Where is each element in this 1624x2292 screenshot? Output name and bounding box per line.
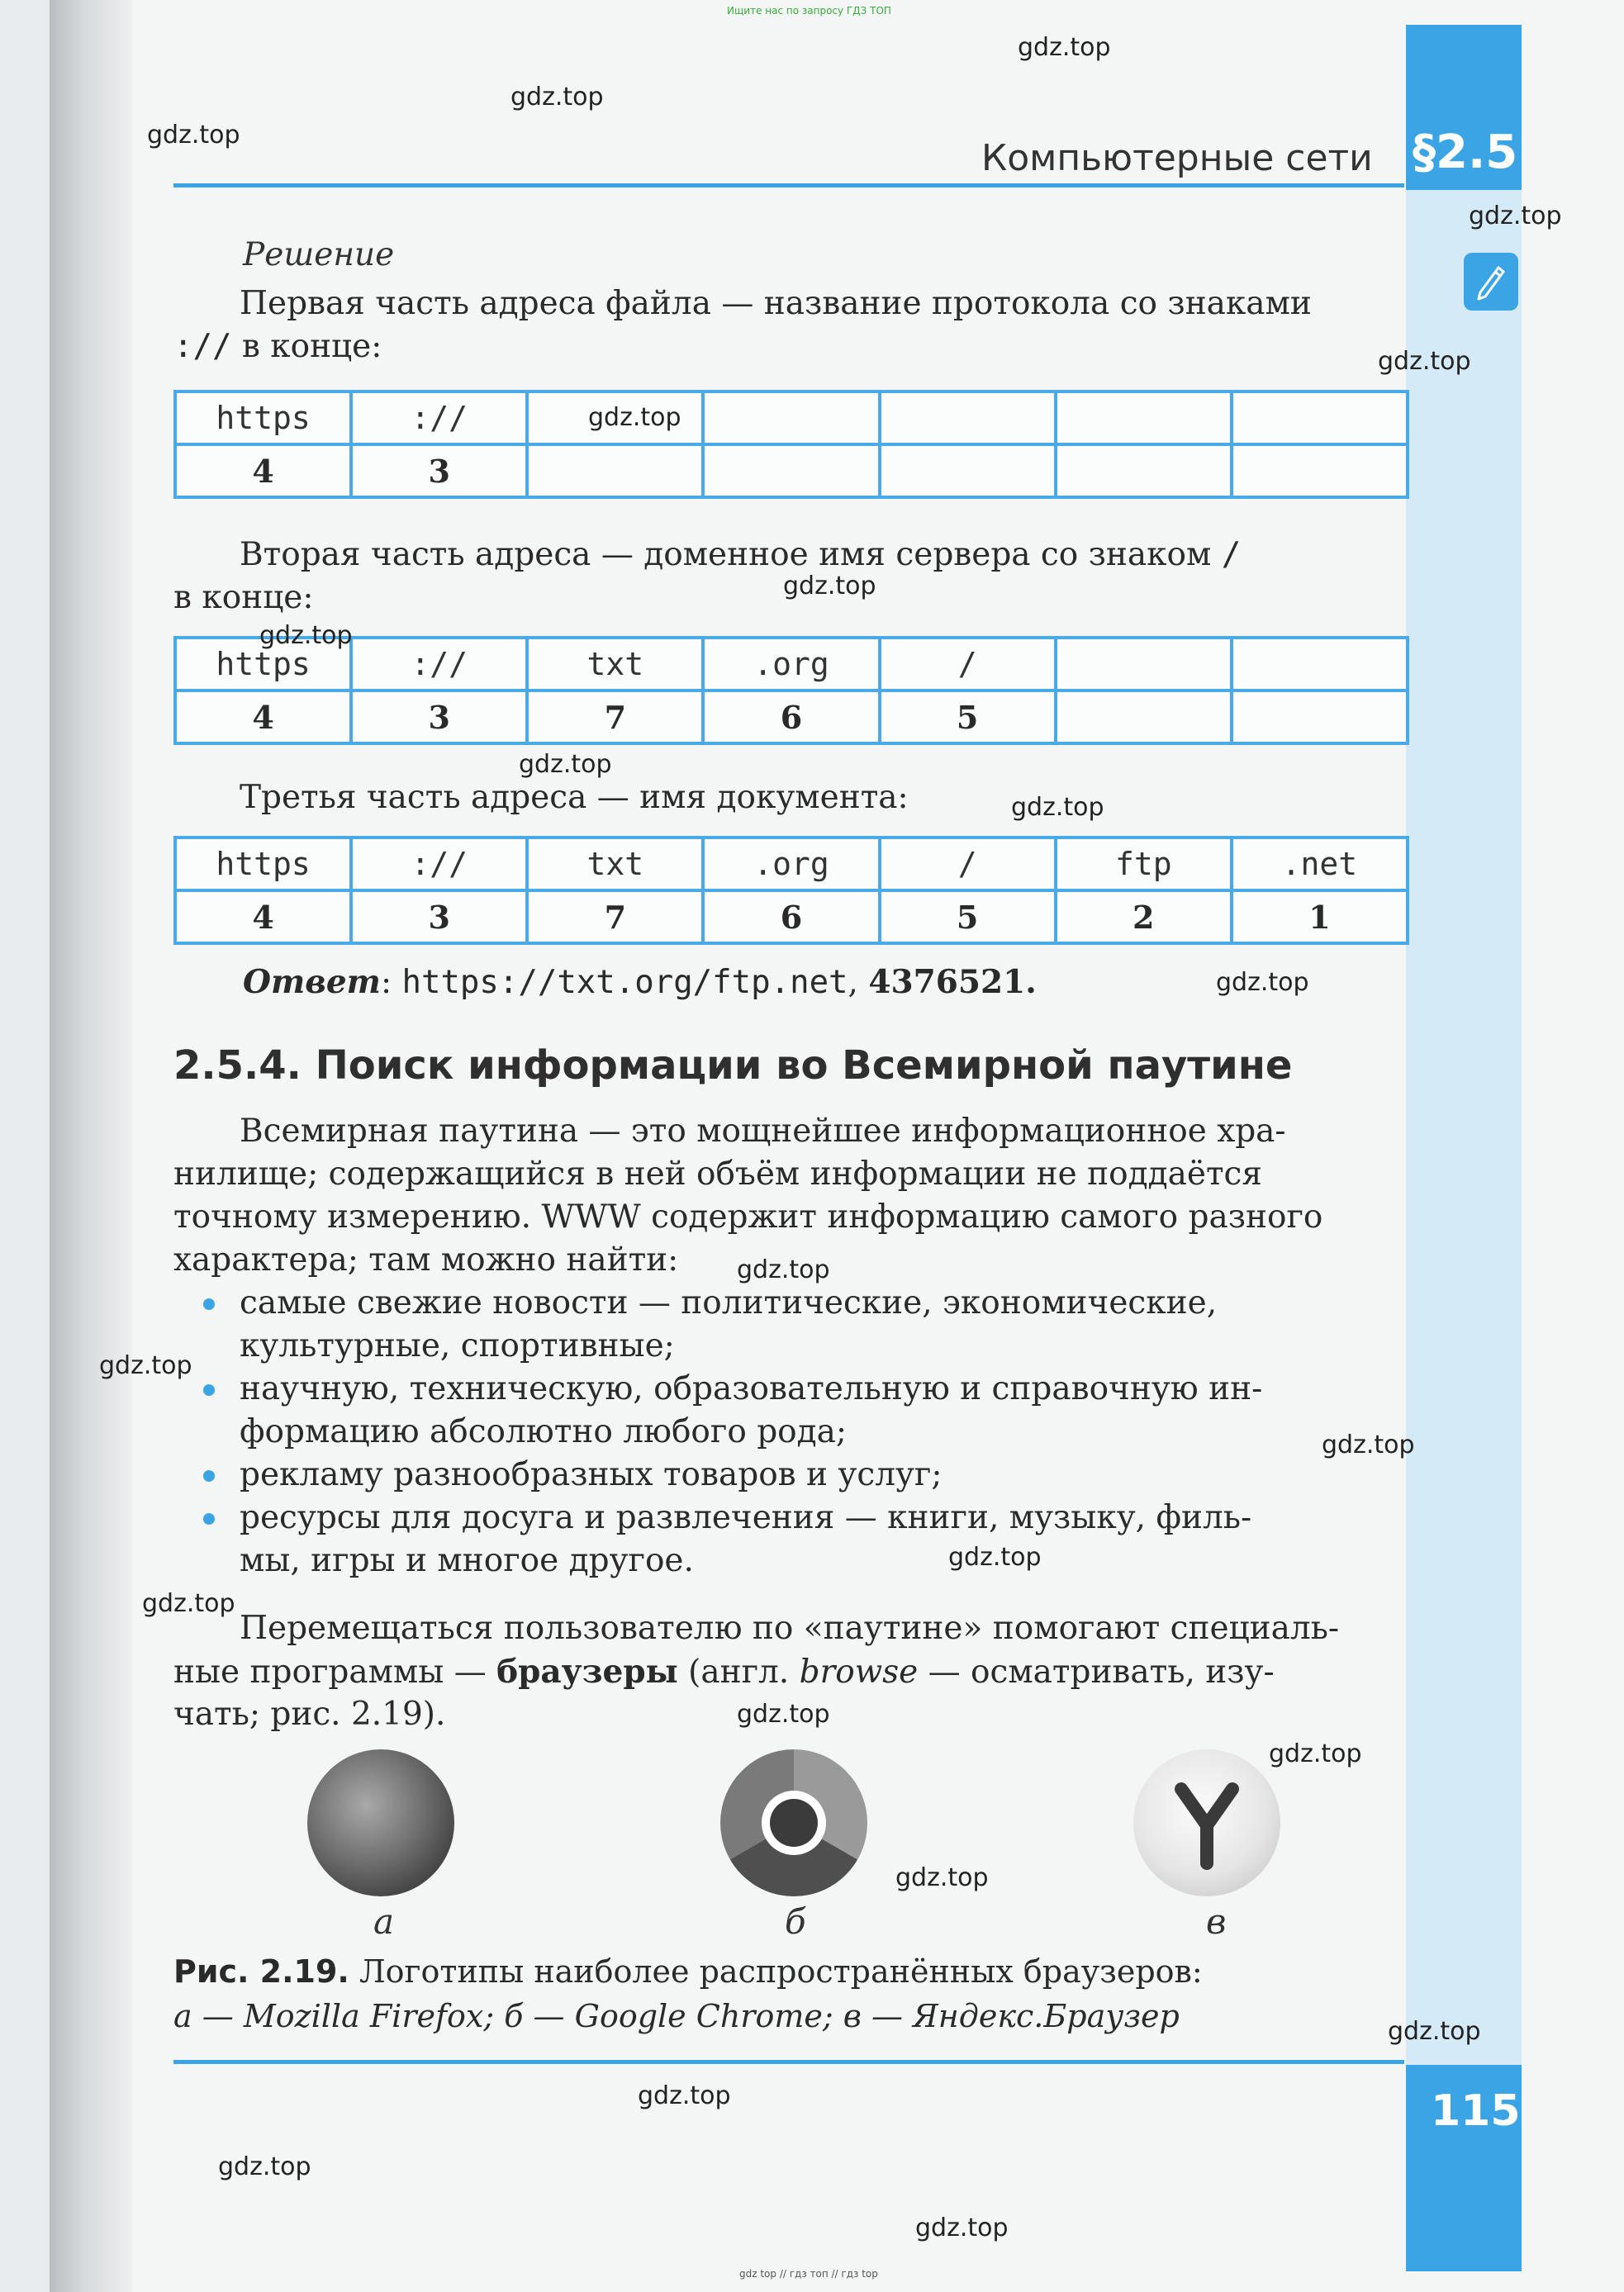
- bottom-ad-text: gdz top // гдз топ // гдз top: [739, 2268, 878, 2280]
- chrome-logo-icon: [720, 1749, 867, 1896]
- table-cell: [1056, 444, 1232, 497]
- table-cell: [1056, 690, 1232, 743]
- table-cell: https: [175, 638, 351, 690]
- text-run: ные программы —: [173, 1654, 487, 1691]
- step2-line1: [240, 534, 1241, 577]
- figure-caption: [173, 1949, 1203, 2038]
- table-cell: 7: [527, 890, 703, 943]
- table-cell: txt: [527, 638, 703, 690]
- watermark: gdz.top: [519, 750, 612, 779]
- page-number: 115: [1431, 2086, 1521, 2136]
- watermark: gdz.top: [1216, 968, 1309, 997]
- text-run: (англ.: [688, 1654, 790, 1691]
- watermark: gdz.top: [1269, 1739, 1362, 1768]
- figure-letter-v: в: [1206, 1901, 1227, 1942]
- watermark: gdz.top: [948, 1543, 1042, 1572]
- answer-comma: ,: [848, 964, 858, 1001]
- step1-code: ://: [173, 328, 232, 365]
- table-cell: .org: [703, 638, 879, 690]
- table-cell: 6: [703, 690, 879, 743]
- table-cell: ://: [351, 391, 527, 444]
- header-rule: [173, 183, 1404, 187]
- table-cell: [1056, 638, 1232, 690]
- answer-url: https://txt.org/ftp.net: [401, 964, 848, 1001]
- table-cell: [1232, 444, 1408, 497]
- address-table-1: [173, 390, 1409, 499]
- bullet-icon: [203, 1384, 215, 1396]
- term-browse: browse: [799, 1654, 919, 1691]
- table-row: [175, 444, 1408, 497]
- top-ad-text: Ищите нас по запросу ГДЗ ТОП: [727, 5, 891, 17]
- table-row: [175, 890, 1408, 943]
- table-cell: [1232, 690, 1408, 743]
- paragraph-line: Всемирная паутина — это мощнейшее информационное хра-: [240, 1113, 1286, 1150]
- list-item: рекламу разнообразных товаров и услуг;: [240, 1456, 943, 1493]
- table-cell: [1056, 391, 1232, 444]
- yandex-browser-logo-icon: [1133, 1749, 1280, 1896]
- solution-label: Решение: [243, 236, 395, 273]
- address-table-2: [173, 636, 1409, 745]
- table-cell: 3: [351, 890, 527, 943]
- table-cell: [880, 444, 1056, 497]
- table-row: [175, 690, 1408, 743]
- book-spine-shadow: [50, 0, 132, 2292]
- watermark: gdz.top: [1469, 202, 1562, 230]
- paragraph-line: характера; там можно найти:: [173, 1241, 679, 1279]
- watermark: gdz.top: [259, 621, 353, 650]
- table-cell: 4: [175, 444, 351, 497]
- watermark: gdz.top: [1011, 793, 1104, 822]
- table-cell: txt: [527, 838, 703, 890]
- list-item: культурные, спортивные;: [240, 1327, 675, 1364]
- answer-label: Ответ: [243, 963, 381, 1001]
- table-cell: 1: [1232, 890, 1408, 943]
- caption-label: Рис. 2.19.: [173, 1953, 349, 1990]
- watermark: gdz.top: [99, 1351, 192, 1380]
- table-cell: [703, 391, 879, 444]
- bullet-icon: [203, 1298, 215, 1310]
- table-cell: 5: [880, 690, 1056, 743]
- table-cell: .org: [703, 838, 879, 890]
- chapter-title: Компьютерные сети: [981, 137, 1373, 179]
- footer-rule: [173, 2060, 1404, 2064]
- table-row: [175, 391, 1408, 444]
- text-run: — осматривать, изу-: [928, 1654, 1275, 1691]
- table-cell: ftp: [1056, 838, 1232, 890]
- caption-line2: а — Mozilla Firefox; б — Google Chrome; в — Яндекс.Браузер: [173, 1998, 1180, 2034]
- list-item: ресурсы для досуга и развлечения — книги, музыку, филь-: [240, 1499, 1252, 1536]
- figure-letter-a: а: [373, 1901, 395, 1942]
- caption-line1: Логотипы наиболее распространённых браузеров:: [359, 1953, 1203, 1990]
- paragraph-line: нилище; содержащийся в ней объём информации не поддаётся: [173, 1155, 1262, 1193]
- step2-slash: /: [1221, 536, 1242, 573]
- term-browsers: браузеры: [496, 1653, 678, 1691]
- answer-code: 4376521.: [868, 963, 1037, 1001]
- table-cell: 6: [703, 890, 879, 943]
- table-cell: 2: [1056, 890, 1232, 943]
- table-cell: [527, 444, 703, 497]
- step2-line2: в конце:: [173, 579, 314, 616]
- table-cell: .net: [1232, 838, 1408, 890]
- table-cell: 3: [351, 690, 527, 743]
- table-cell: ://: [351, 838, 527, 890]
- watermark: gdz.top: [737, 1700, 830, 1729]
- table-row: [175, 838, 1408, 890]
- pencil-icon: [1464, 253, 1518, 311]
- watermark: gdz.top: [218, 2152, 311, 2181]
- answer-colon: :: [380, 964, 392, 1001]
- table-cell: 7: [527, 690, 703, 743]
- section-heading: 2.5.4. Поиск информации во Всемирной паутине: [173, 1042, 1293, 1089]
- watermark: gdz.top: [510, 83, 604, 112]
- list-item: мы, игры и многое другое.: [240, 1542, 694, 1579]
- table-cell: 4: [175, 690, 351, 743]
- watermark: gdz.top: [1378, 347, 1471, 376]
- table-cell: https: [175, 838, 351, 890]
- watermark: gdz.top: [1388, 2017, 1481, 2046]
- paragraph-line: Перемещаться пользователю по «паутине» помогают специаль-: [240, 1610, 1340, 1647]
- watermark: gdz.top: [147, 121, 240, 149]
- paragraph-line: чать; рис. 2.19).: [173, 1696, 446, 1733]
- margin-column: [1406, 190, 1522, 2065]
- paragraph-line: точному измерению. WWW содержит информацию самого разного: [173, 1198, 1323, 1236]
- address-table-3: [173, 836, 1409, 945]
- watermark: gdz.top: [915, 2214, 1009, 2242]
- table-cell: /: [880, 638, 1056, 690]
- step3-line: Третья часть адреса — имя документа:: [240, 779, 909, 816]
- paragraph-label: §2.5: [1413, 126, 1518, 179]
- step2-text: Вторая часть адреса — доменное имя сервера со знаком: [240, 536, 1212, 573]
- answer: [243, 963, 1037, 1001]
- paragraph-line: [173, 1650, 1275, 1694]
- table-cell: [880, 391, 1056, 444]
- step1-line2: [173, 325, 382, 368]
- watermark: gdz.top: [783, 572, 876, 600]
- table-row: [175, 638, 1408, 690]
- table-cell: [1232, 391, 1408, 444]
- firefox-logo-icon: [307, 1749, 454, 1896]
- bullet-icon: [203, 1513, 215, 1525]
- table-cell: 5: [880, 890, 1056, 943]
- watermark: gdz.top: [588, 403, 681, 432]
- table-cell: ://: [351, 638, 527, 690]
- figure-letter-b: б: [785, 1901, 806, 1942]
- bullet-icon: [203, 1470, 215, 1482]
- list-item: самые свежие новости — политические, экономические,: [240, 1284, 1218, 1322]
- table-cell: https: [175, 391, 351, 444]
- list-item: формацию абсолютно любого рода;: [240, 1413, 848, 1450]
- watermark: gdz.top: [1018, 33, 1111, 62]
- step1-line2-text: в конце:: [241, 328, 382, 365]
- list-item: научную, техническую, образовательную и справочную ин-: [240, 1370, 1263, 1407]
- table-cell: [703, 444, 879, 497]
- step1-line1: Первая часть адреса файла — название протокола со знаками: [240, 285, 1312, 322]
- watermark: gdz.top: [737, 1255, 830, 1284]
- table-cell: [1232, 638, 1408, 690]
- watermark: gdz.top: [638, 2081, 731, 2110]
- table-cell: /: [880, 838, 1056, 890]
- table-cell: 3: [351, 444, 527, 497]
- watermark: gdz.top: [895, 1863, 989, 1892]
- watermark: gdz.top: [1322, 1431, 1415, 1459]
- watermark: gdz.top: [142, 1589, 235, 1618]
- table-cell: 4: [175, 890, 351, 943]
